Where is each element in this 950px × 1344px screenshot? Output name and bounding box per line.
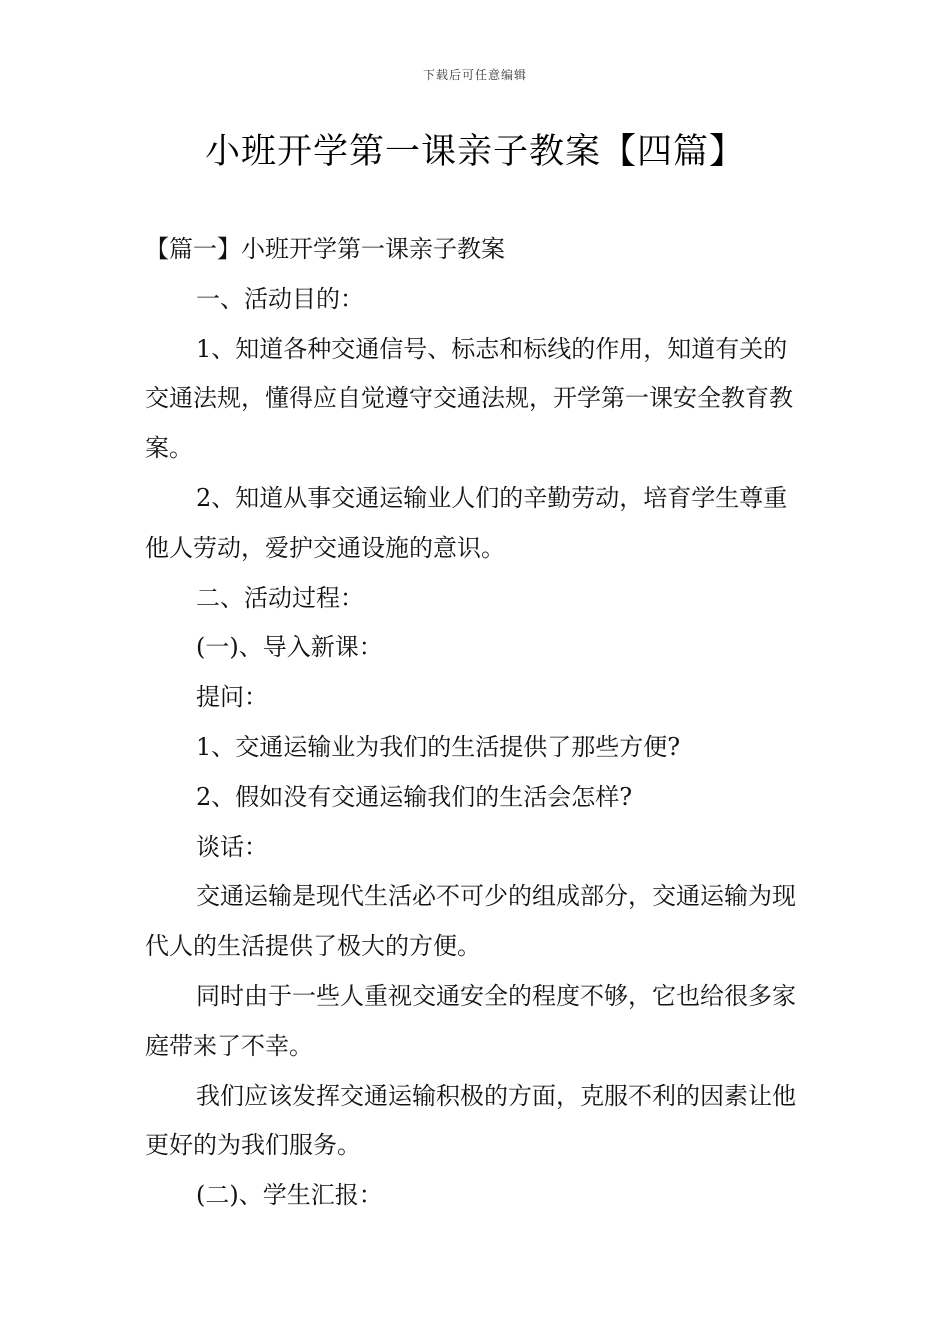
- talk-paragraph-2: 同时由于一些人重视交通安全的程度不够，它也给很多家庭带来了不幸。: [145, 981, 796, 1060]
- question-1: 1、交通运输业为我们的生活提供了那些方便?: [196, 732, 681, 761]
- header-note: 下载后可任意编辑: [422, 68, 527, 82]
- section-heading-1: 【篇一】小班开学第一课亲子教案: [145, 235, 505, 263]
- document-title: 小班开学第一课亲子教案【四篇】: [204, 132, 745, 172]
- label-talk: 谈话：: [196, 832, 268, 861]
- talk-paragraph-3: 我们应该发挥交通运输积极的方面，克服不利的因素让他更好的为我们服务。: [145, 1081, 796, 1160]
- document-body: [145, 225, 805, 1221]
- goal-item-1: 1、知道各种交通信号、标志和标线的作用，知道有关的交通法规，懂得应自觉遵守交通法规，开学第一课安全教育教案。: [145, 334, 793, 463]
- subheading-student-report: (二)、学生汇报：: [196, 1181, 383, 1210]
- label-questions: 提问：: [196, 683, 268, 712]
- heading-activity-process: 二、活动过程：: [196, 583, 364, 612]
- subheading-intro: (一)、导入新课：: [196, 633, 383, 662]
- question-2: 2、假如没有交通运输我们的生活会怎样?: [196, 782, 633, 811]
- heading-activity-goals: 一、活动目的：: [196, 284, 364, 313]
- talk-paragraph-1: 交通运输是现代生活必不可少的组成部分，交通运输为现代人的生活提供了极大的方便。: [145, 882, 796, 961]
- goal-item-2: 2、知道从事交通运输业人们的辛勤劳动，培育学生尊重他人劳动，爱护交通设施的意识。: [145, 483, 788, 562]
